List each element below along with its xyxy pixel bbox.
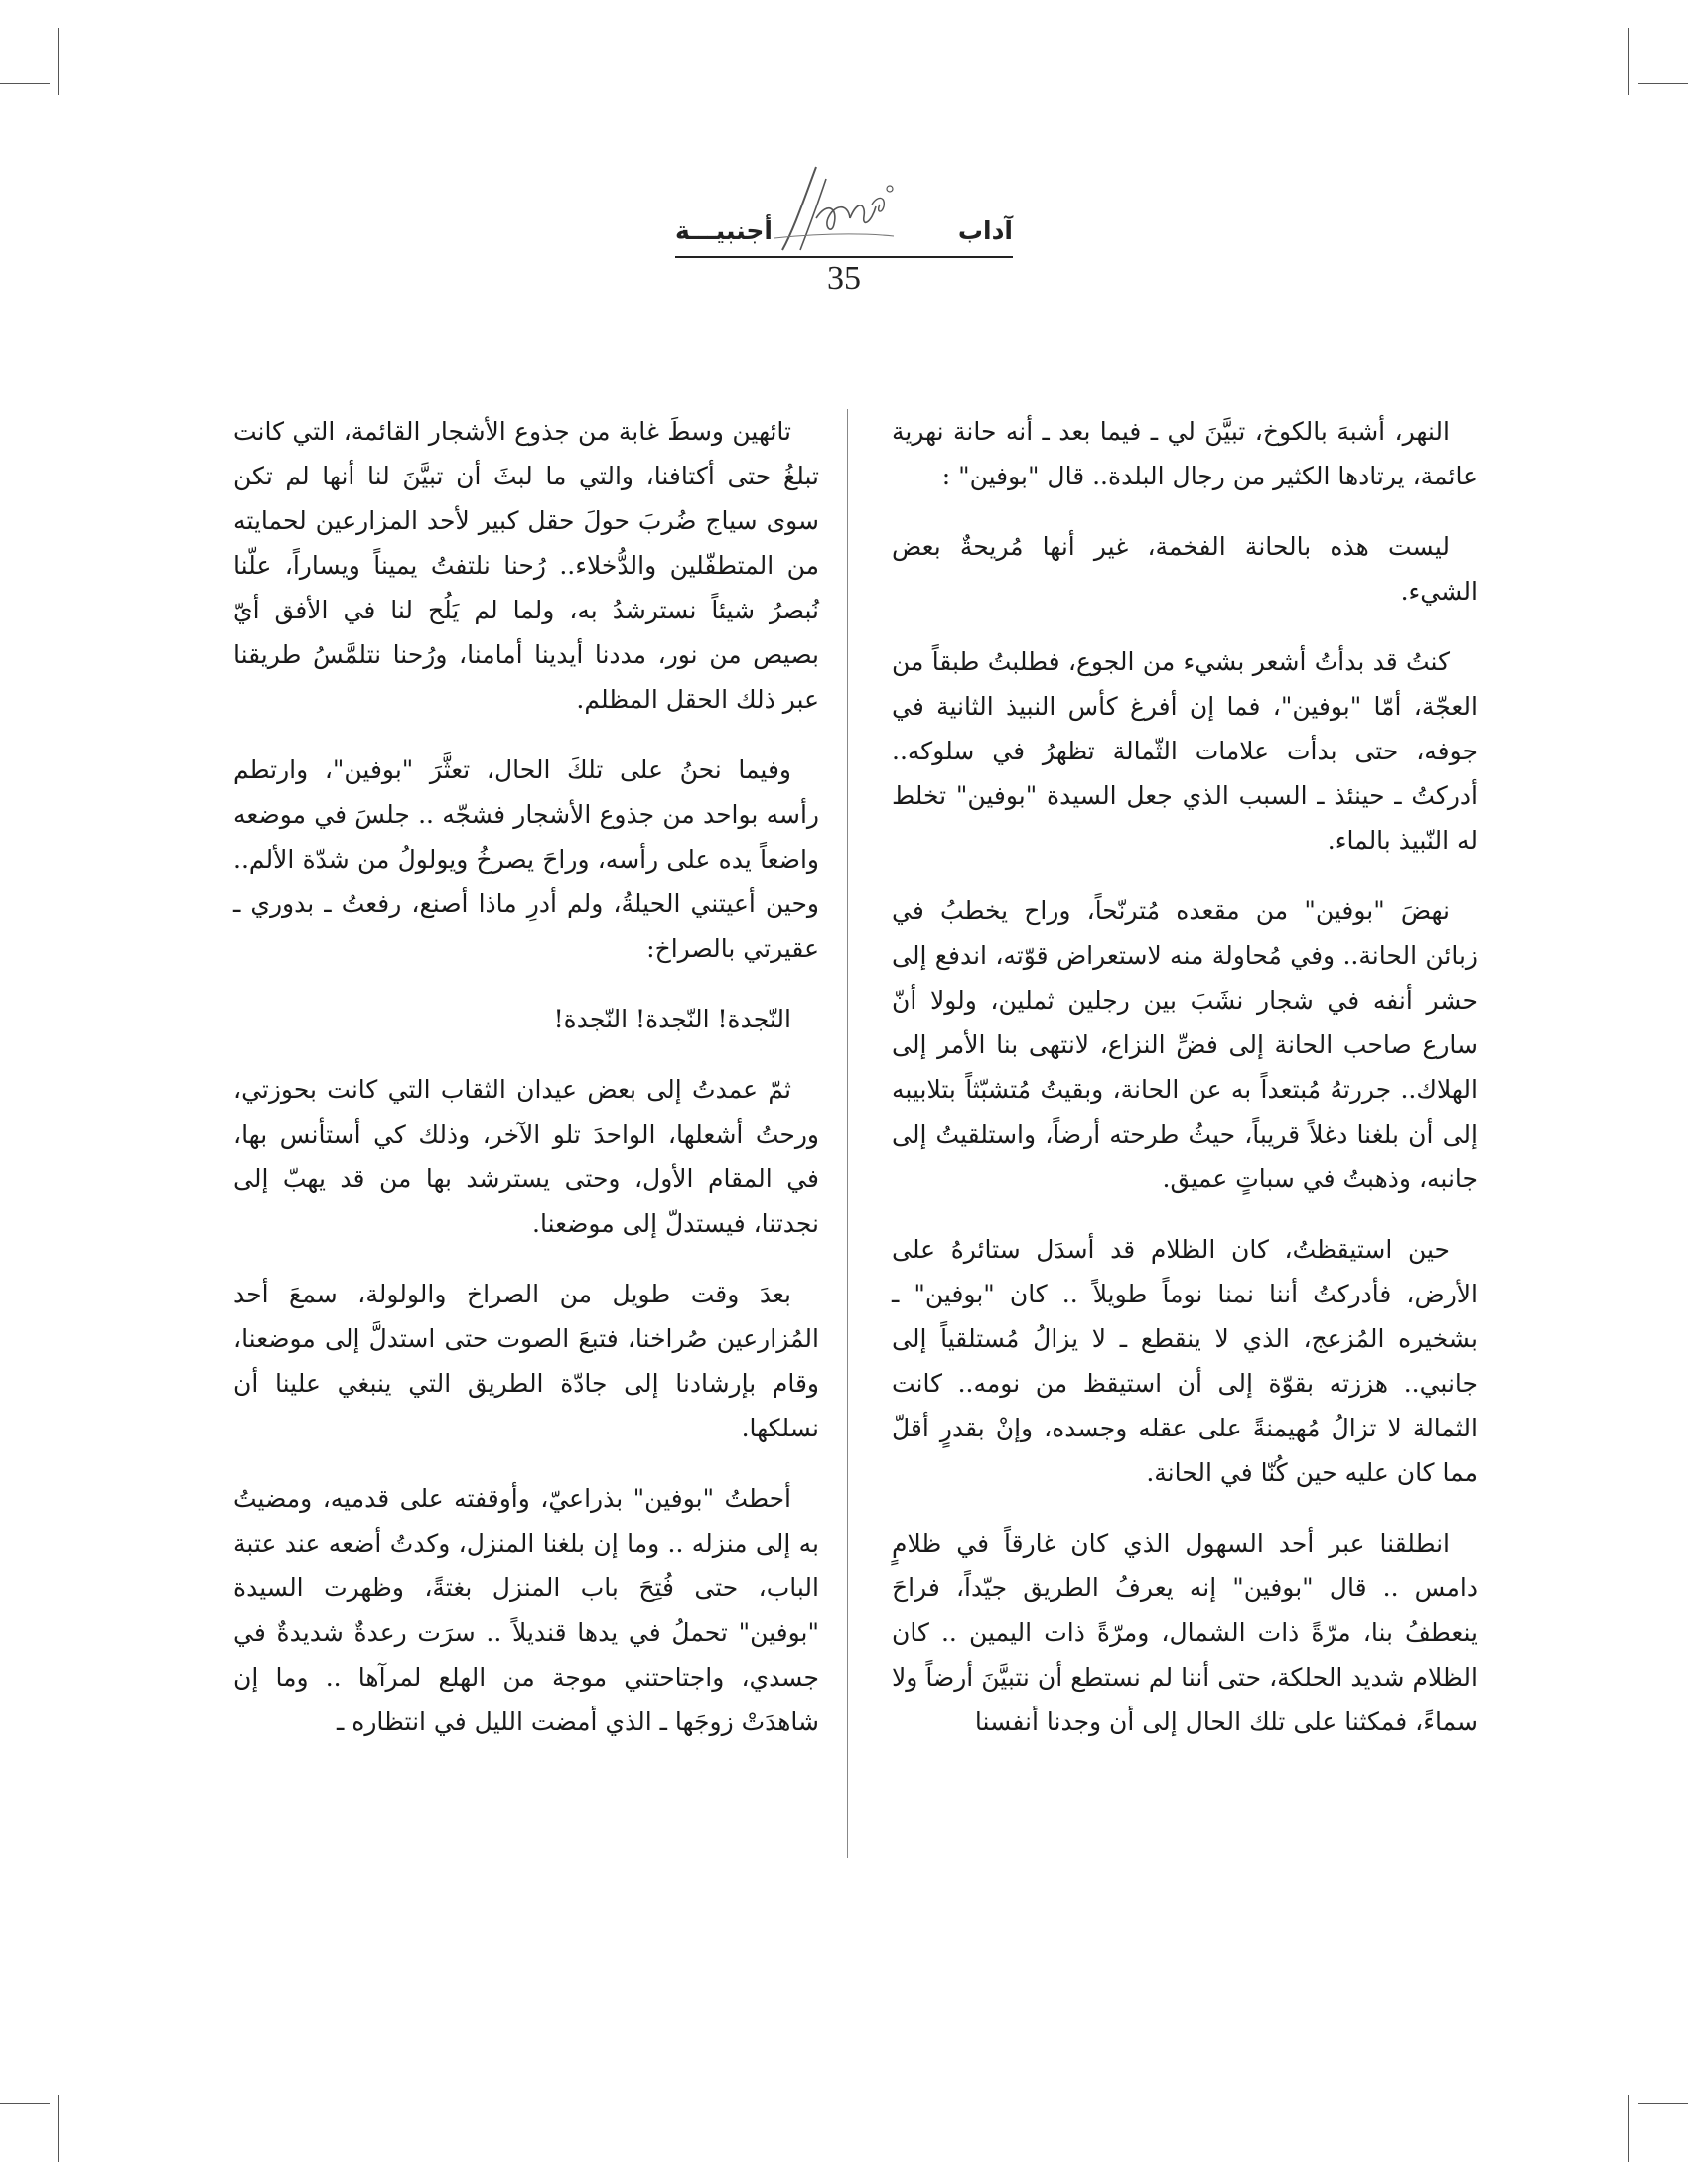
- crop-mark: [1638, 2103, 1688, 2104]
- running-header: [675, 159, 1013, 298]
- crop-mark: [58, 28, 59, 95]
- paragraph: انطلقنا عبر أحد السهول الذي كان غارقاً في ظلامٍ دامس .. قال "بوفين" إنه يعرفُ الطريق جيّداً، فراحَ ينعطفُ بنا، مرّةً ذات الشمال، ومرّةً ذات اليمين .. كان الظلام شديد الحلكة، حتى أننا لم نستطع أن نتبيَّنَ أرضاً ولا سماءً، فمكثنا على تلك الحال إلى أن وجدنا أنفسنا: [892, 1529, 1477, 1736]
- crop-mark: [1628, 28, 1629, 95]
- text-column-right: [892, 409, 1477, 1770]
- section-label-ajnabiya: أجنبيـــة: [675, 216, 773, 245]
- paragraph: بعدَ وقت طويل من الصراخ والولولة، سمعَ أحد المُزارعين صُراخنا، فتبعَ الصوت حتى استدلَّ إلى موضعنا، وقام بإرشادنا إلى جادّة الطريق التي ينبغي علينا أن نسلكها.: [233, 1280, 819, 1442]
- paragraph: ثمّ عمدتُ إلى بعض عيدان الثقاب التي كانت بحوزتي، ورحتُ أشعلها، الواحدَ تلو الآخر، وذلك كي أستأنس بها، في المقام الأول، وحتى يسترشد بها من قد يهبّ إلى نجدتنا، فيستدلّ إلى موضعنا.: [233, 1075, 819, 1238]
- paragraph: النهر، أشبهَ بالكوخ، تبيَّنَ لي ـ فيما بعد ـ أنه حانة نهرية عائمة، يرتادها الكثير من رجال البلدة.. قال "بوفين" :: [892, 417, 1477, 490]
- paragraph: ليست هذه بالحانة الفخمة، غير أنها مُريحةٌ بعض الشيء.: [892, 532, 1477, 606]
- crop-mark: [58, 2095, 59, 2162]
- paragraph: أحطتُ "بوفين" بذراعيّ، وأوقفته على قدميه، ومضيتُ به إلى منزله .. وما إن بلغنا المنزل، وكدتُ أضعه عند عتبة الباب، حتى فُتِحَ باب المنزل بغتةً، وظهرت السيدة "بوفين" تحملُ في يدها قنديلاً .. سرَت رعدةٌ شديدةٌ في جسدي، واجتاحتني موجة من الهلع لمرآها .. وما إن شاهدَتْ زوجَها ـ الذي أمضت الليل في انتظاره ـ: [233, 1484, 819, 1736]
- crop-mark: [0, 83, 50, 84]
- magazine-logo: [755, 159, 904, 258]
- paragraph: وفيما نحنُ على تلكَ الحال، تعثَّرَ "بوفين"، وارتطم رأسه بواحد من جذوع الأشجار فشجّه .. جلسَ في موضعه واضعاً يده على رأسه، وراحَ يصرخُ ويولولُ من شدّة الألم.. وحين أعيتني الحيلةُ، ولم أدرِ ماذا أصنع، رفعتُ ـ بدوري ـ عقيرتي بالصراخ:: [233, 755, 819, 963]
- text-column-left: [233, 409, 819, 1770]
- crop-mark: [1628, 2095, 1629, 2162]
- crop-mark: [1638, 83, 1688, 84]
- paragraph: تائهين وسطَ غابة من جذوع الأشجار القائمة، التي كانت تبلغُ حتى أكتافنا، والتي ما لبثَ أن تبيَّنَ لنا أنها لم تكن سوى سياج ضُربَ حولَ حقل كبير لأحد المزارعين لحمايته من المتطفّلين والدُّخلاء.. رُحنا نلتفتُ يميناً ويساراً، علّنا نُبصرُ شيئاً نسترشدُ به، ولما لم يَلُح لنا في الأفق أيّ بصيص من نور، مددنا أيدينا أمامنا، ورُحنا نتلمَّسُ طريقنا عبر ذلك الحقل المظلم.: [233, 417, 819, 714]
- section-label-adab: آداب: [957, 216, 1013, 245]
- crop-mark: [0, 2103, 50, 2104]
- header-rule: [675, 256, 1013, 258]
- page-number: 35: [827, 260, 861, 297]
- column-divider: [847, 409, 848, 1858]
- paragraph: كنتُ قد بدأتُ أشعر بشيء من الجوع، فطلبتُ طبقاً من العجّة، أمّا "بوفين"، فما إن أفرغ كأس النبيذ الثانية في جوفه، حتى بدأت علامات الثّمالة تظهرُ في سلوكه.. أدركتُ ـ حينئذ ـ السبب الذي جعل السيدة "بوفين" تخلط له النّبيذ بالماء.: [892, 647, 1477, 855]
- paragraph: نهضَ "بوفين" من مقعده مُترنّحاً، وراح يخطبُ في زبائن الحانة.. وفي مُحاولة منه لاستعراض قوّته، اندفع إلى حشر أنفه في شجار نشَبَ بين رجلين ثملين، ولولا أنّ سارع صاحب الحانة إلى فضِّ النزاع، لانتهى بنا الأمر إلى الهلاك.. جررتهُ مُبتعداً به عن الحانة، وبقيتُ مُتشبّثاً بتلابيبه إلى أن بلغنا دغلاً قريباً، حيثُ طرحته أرضاً، واستلقيتُ إلى جانبه، وذهبتُ في سباتٍ عميق.: [892, 896, 1477, 1193]
- paragraph: حين استيقظتُ، كان الظلام قد أسدَل ستائرهُ على الأرض، فأدركتُ أننا نمنا نوماً طويلاً .. كان "بوفين" ـ بشخيره المُزعج، الذي لا ينقطع ـ لا يزالُ مُستلقياً إلى جانبي.. هززته بقوّة إلى أن استيقظ من نومه.. كانت الثمالة لا تزالُ مُهيمنةً على عقله وجسده، وإنْ بقدرٍ أقلّ مما كان عليه حين كُنّا في الحانة.: [892, 1235, 1477, 1487]
- cry-for-help: النّجدة! النّجدة! النّجدة!: [553, 1005, 791, 1033]
